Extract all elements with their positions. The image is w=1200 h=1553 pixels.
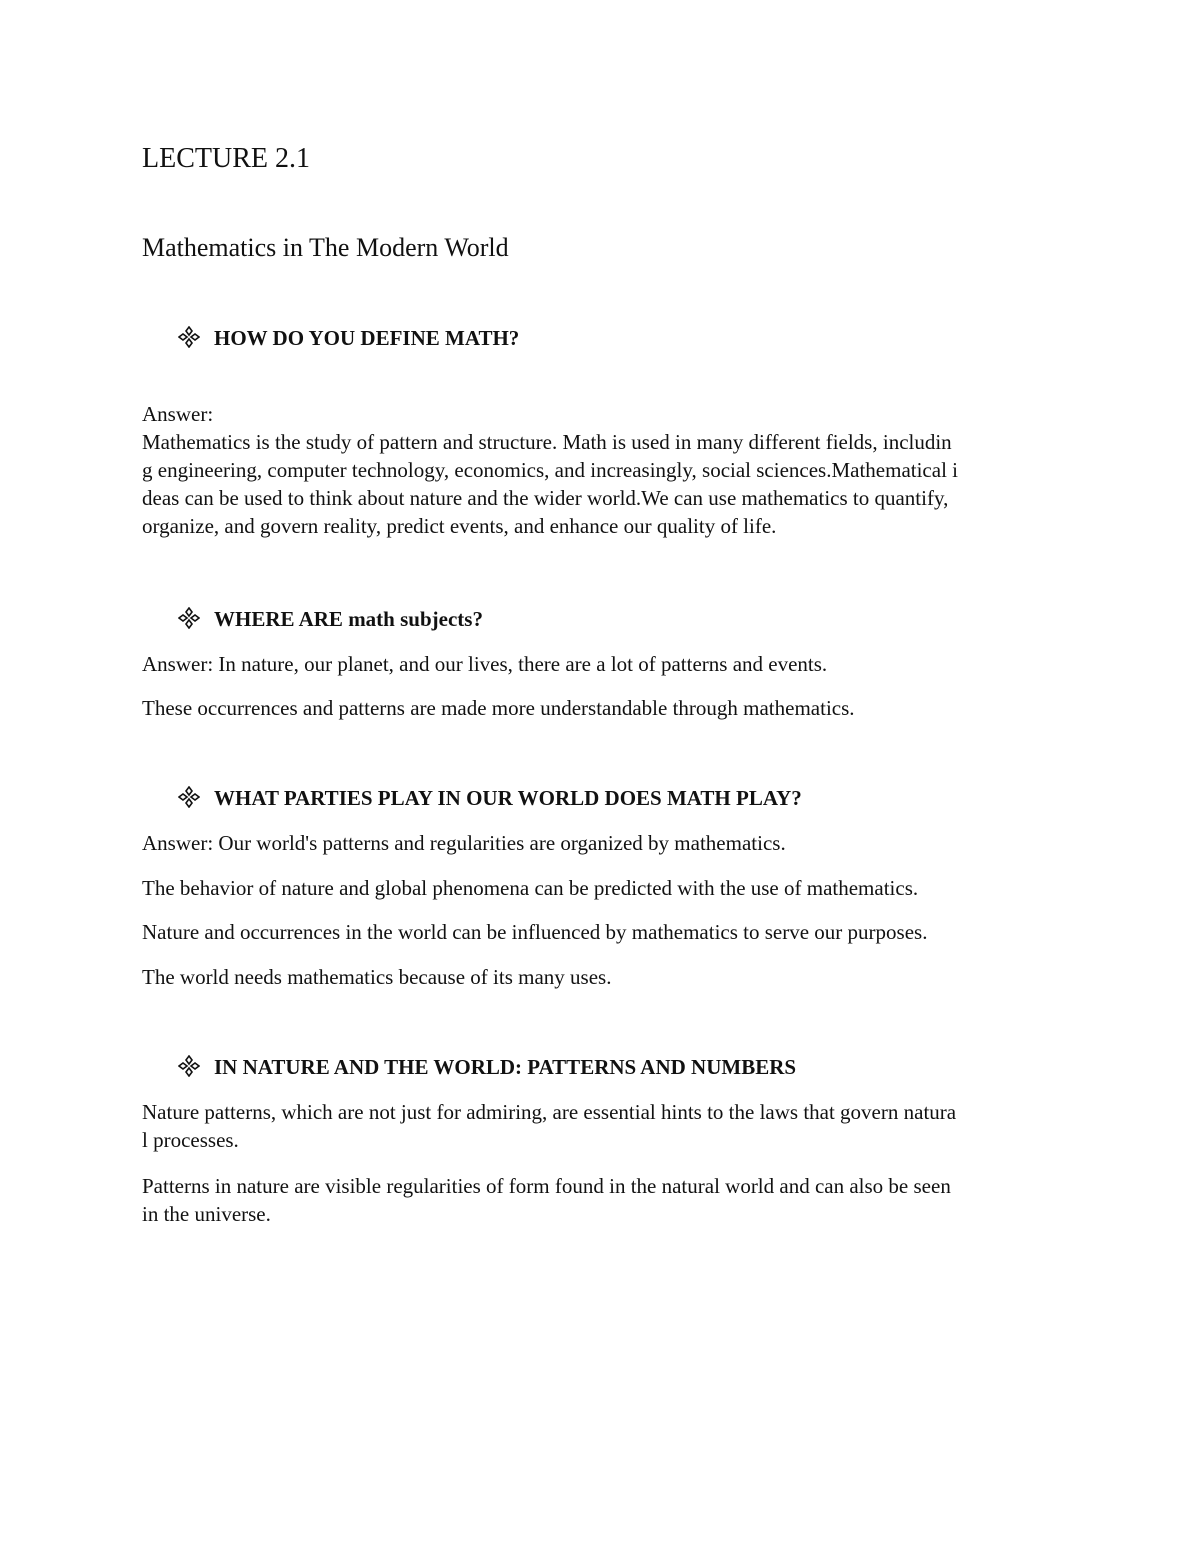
section-heading-text: WHAT PARTIES PLAY IN OUR WORLD DOES MATH PLAY? [214, 786, 802, 810]
paragraph-line: l processes. [142, 1128, 239, 1152]
paragraph-line: The world needs mathematics because of its many uses. [142, 965, 612, 989]
paragraph-line: organize, and govern reality, predict events, and enhance our quality of life. [142, 514, 777, 538]
document-page [142, 0, 1062, 1553]
section-heading-text: IN NATURE AND THE WORLD: PATTERNS AND NUMBERS [214, 1055, 797, 1079]
paragraph-line: Answer: In nature, our planet, and our lives, there are a lot of patterns and events. [142, 652, 828, 676]
four-diamond-bullet-icon [178, 607, 200, 629]
section-heading-define-math [178, 325, 519, 351]
paragraph-define-math [142, 428, 1062, 540]
paragraph-line: deas can be used to think about nature and the wider world.We can use mathematics to quantify, [142, 486, 949, 510]
section-heading-text: WHERE ARE math subjects? [214, 607, 483, 631]
four-diamond-bullet-icon [178, 1055, 200, 1077]
paragraph-line: Answer: Our world's patterns and regularities are organized by mathematics. [142, 831, 786, 855]
four-diamond-bullet-icon [178, 786, 200, 808]
four-diamond-bullet-icon [178, 326, 200, 348]
paragraph-line: Patterns in nature are visible regularities of form found in the natural world and can also be seen [142, 1174, 951, 1198]
section-heading-where-math [178, 606, 483, 632]
answer-label: Answer: [142, 402, 214, 426]
paragraph-line: Mathematics is the study of pattern and structure. Math is used in many different fields, includin [142, 430, 952, 454]
paragraph-line: Nature and occurrences in the world can be influenced by mathematics to serve our purposes. [142, 920, 928, 944]
document-subtitle: Mathematics in The Modern World [142, 233, 509, 262]
section-heading-patterns-numbers [178, 1054, 796, 1080]
paragraph-line: in the universe. [142, 1202, 271, 1226]
paragraph-patterns-universe [142, 1172, 1062, 1228]
paragraph-line: These occurrences and patterns are made more understandable through mathematics. [142, 696, 855, 720]
section-heading-text: HOW DO YOU DEFINE MATH? [214, 326, 520, 350]
paragraph-line: The behavior of nature and global phenomena can be predicted with the use of mathematics. [142, 876, 919, 900]
paragraph-line: g engineering, computer technology, economics, and increasingly, social sciences.Mathematical i [142, 458, 958, 482]
paragraph-line: Nature patterns, which are not just for admiring, are essential hints to the laws that govern natura [142, 1100, 957, 1124]
document-title: LECTURE 2.1 [142, 143, 310, 174]
paragraph-nature-patterns [142, 1098, 1062, 1154]
section-heading-math-role [178, 785, 802, 811]
